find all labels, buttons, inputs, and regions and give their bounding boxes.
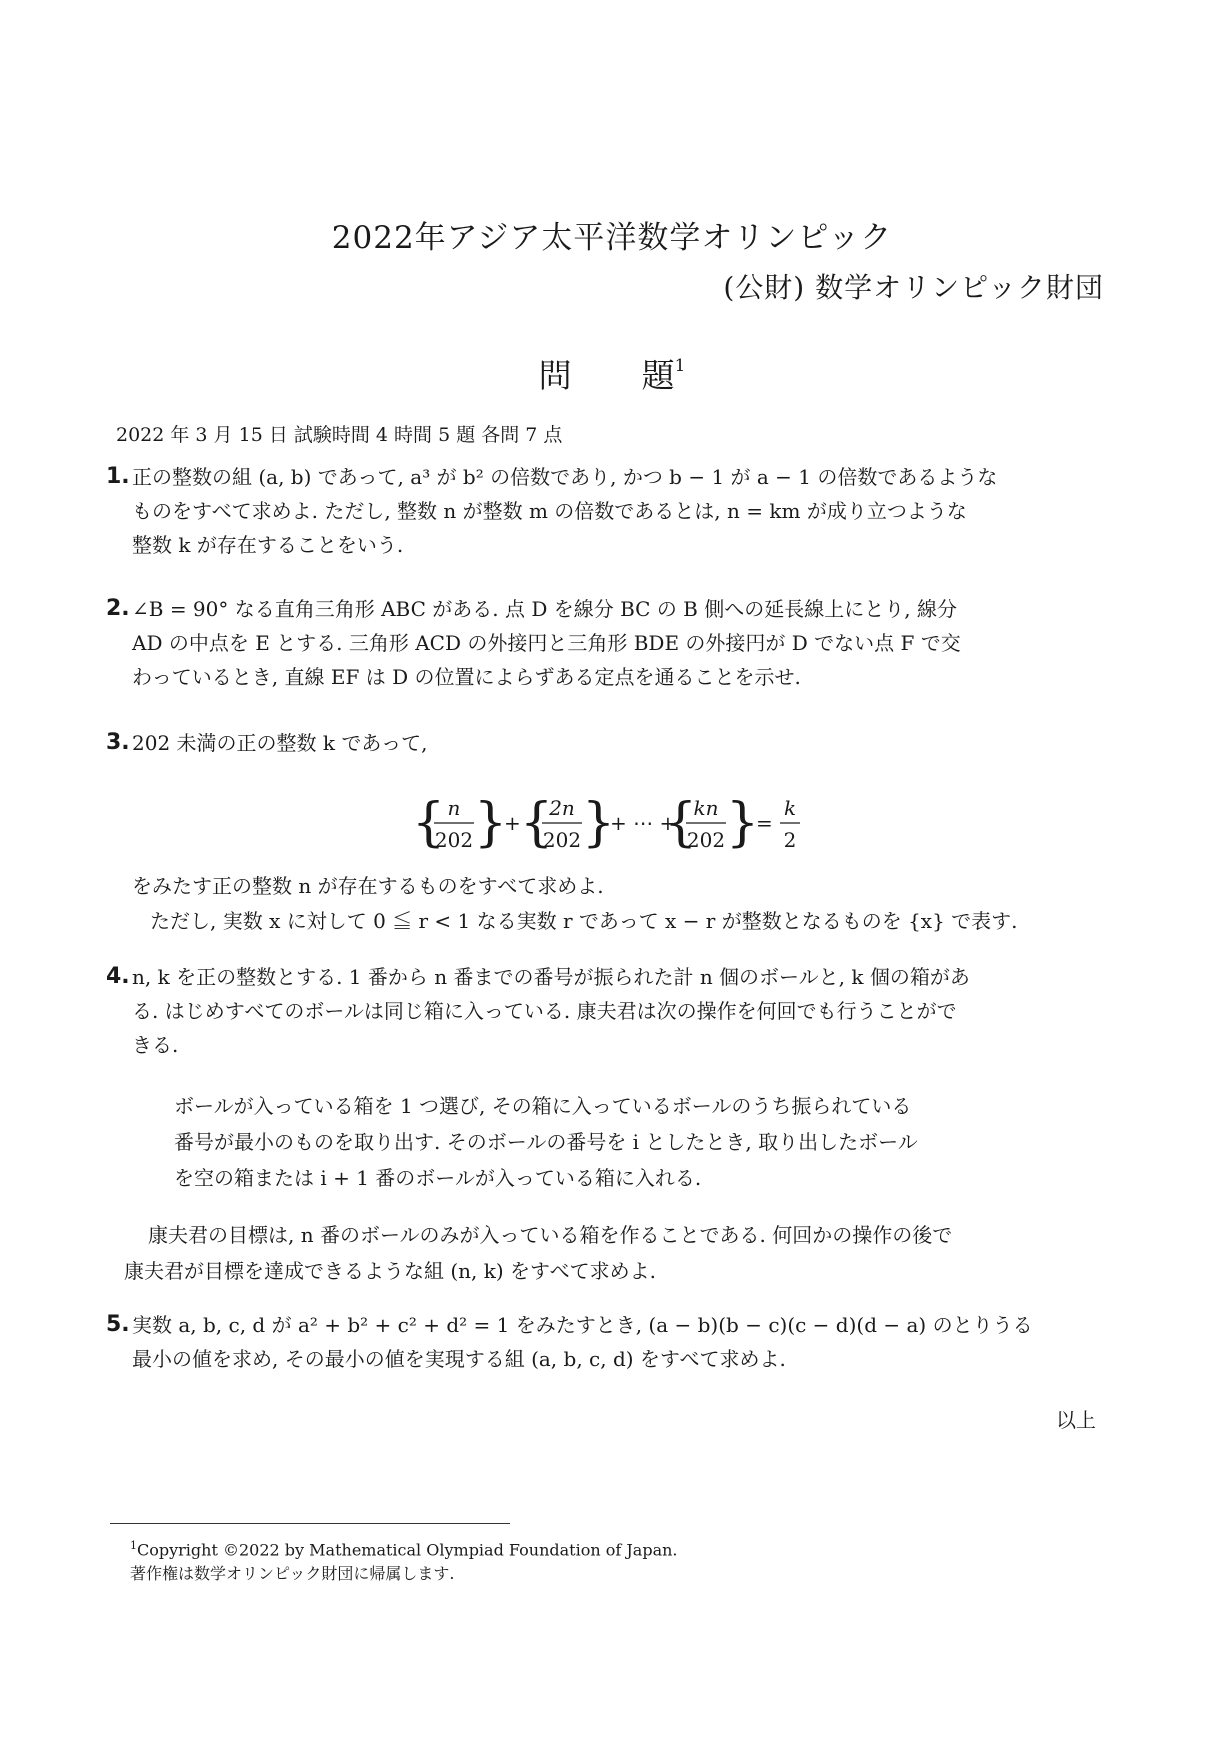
problem-line: わっているとき, 直線 EF は D の位置によらずある定点を通ることを示せ.	[132, 665, 801, 689]
footnote-divider	[110, 1523, 510, 1524]
problem-line: 202 未満の正の整数 k であって,	[132, 731, 428, 755]
brace-open: {	[664, 793, 698, 853]
problem-5	[106, 1308, 1106, 1376]
problem-1	[106, 460, 1106, 562]
problem-line: ∠B = 90° なる直角三角形 ABC がある. 点 D を線分 BC の B 側への延長線上にとり, 線分	[132, 597, 957, 621]
brace-close: }	[582, 793, 616, 853]
brace-close: }	[474, 793, 508, 853]
term2-denominator: 202	[542, 828, 582, 852]
rhs-denominator: 2	[783, 828, 797, 852]
problem-line: n, k を正の整数とする. 1 番から n 番までの番号が振られた計 n 個のボールと, k 個の箱があ	[132, 965, 970, 989]
problem-number: 2.	[106, 596, 130, 621]
problem-number: 3.	[106, 730, 130, 755]
footnote	[130, 1534, 678, 1586]
problem-3	[106, 726, 1106, 760]
problem-line: AD の中点を E とする. 三角形 ACD の外接円と三角形 BDE の外接円が D でない点 F で交	[132, 631, 961, 655]
brace-open: {	[520, 793, 554, 853]
equals-sign: =	[756, 811, 773, 835]
term2-numerator: 2n	[549, 796, 575, 820]
problem-2	[106, 592, 1106, 694]
term1-numerator: n	[447, 796, 461, 820]
operation-description	[174, 1088, 1054, 1196]
section-title-char-1: 問	[538, 356, 572, 395]
problem-3-after-line-2: ただし, 実数 x に対して 0 ≦ r < 1 なる実数 r であって x − r が整数となるものを {x} で表す.	[150, 909, 1018, 933]
problem-line: 正の整数の組 (a, b) であって, a³ が b² の倍数であり, かつ b − 1 が a − 1 の倍数であるような	[132, 465, 998, 489]
operation-line: ボールが入っている箱を 1 つ選び, その箱に入っているボールのうち振られている	[174, 1094, 912, 1118]
problem-number: 1.	[106, 464, 130, 489]
goal-line: 康夫君の目標は, n 番のボールのみが入っている箱を作ることである. 何回かの操作の後で	[148, 1223, 953, 1247]
copyright-note-japanese: 著作権は数学オリンピック財団に帰属します.	[130, 1564, 455, 1584]
problem-4-goal	[124, 1217, 1104, 1289]
section-title-char-2: 題	[641, 356, 675, 395]
goal-line: 康夫君が目標を達成できるような組 (n, k) をすべて求めよ.	[124, 1259, 656, 1283]
problem-line: きる.	[132, 1033, 179, 1057]
problem-number: 5.	[106, 1312, 130, 1337]
problem-line: る. はじめすべてのボールは同じ箱に入っている. 康夫君は次の操作を何回でも行うことがで	[132, 999, 957, 1023]
problem-line: 実数 a, b, c, d が a² + b² + c² + d² = 1 をみたすとき, (a − b)(b − c)(c − d)(d − a) のとりうる	[132, 1313, 1033, 1337]
problem-3-after-line-1: をみたす正の整数 n が存在するものをすべて求めよ.	[132, 874, 604, 898]
problem-4	[106, 960, 1106, 1062]
problem-line: 最小の値を求め, その最小の値を実現する組 (a, b, c, d) をすべて求めよ.	[132, 1347, 786, 1371]
problem-number: 4.	[106, 964, 130, 989]
section-title	[0, 350, 1224, 397]
closing-mark: 以上	[1056, 1408, 1096, 1432]
rhs-numerator: k	[783, 796, 797, 820]
plus-sign: +	[504, 811, 521, 835]
operation-line: 番号が最小のものを取り出す. そのボールの番号を i としたとき, 取り出したボール	[174, 1130, 918, 1154]
page-title: 2022年アジア太平洋数学オリンピック	[331, 220, 893, 256]
problem-line: 整数 k が存在することをいう.	[132, 533, 404, 557]
operation-line: を空の箱または i + 1 番のボールが入っている箱に入れる.	[174, 1166, 702, 1190]
footnote-mark: 1	[130, 1539, 137, 1552]
term3-numerator: kn	[693, 796, 719, 820]
exam-info: 2022 年 3 月 15 日 試験時間 4 時間 5 題 各問 7 点	[116, 424, 563, 446]
term3-denominator: 202	[686, 828, 726, 852]
brace-close: }	[726, 793, 760, 853]
brace-open: {	[412, 793, 446, 853]
ellipsis: + ⋯ +	[610, 811, 677, 835]
footnote-reference: 1	[674, 356, 686, 376]
copyright-notice: Copyright ©2022 by Mathematical Olympiad Foundation of Japan.	[137, 1540, 678, 1560]
term1-denominator: 202	[434, 828, 474, 852]
equation-svg	[402, 785, 822, 865]
problem-line: ものをすべて求めよ. ただし, 整数 n が整数 m の倍数であるとは, n = km が成り立つような	[132, 499, 967, 523]
organization-name: (公財) 数学オリンピック財団	[723, 271, 1104, 304]
equation	[0, 785, 1224, 865]
